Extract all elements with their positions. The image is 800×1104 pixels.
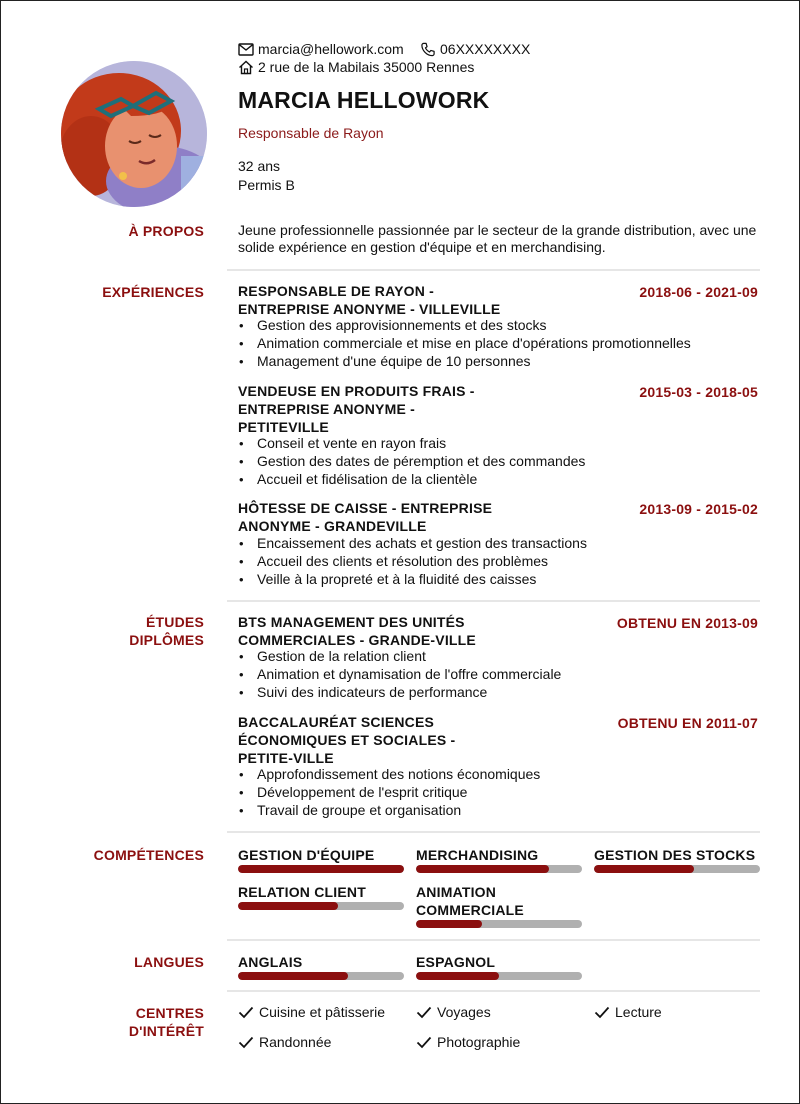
list-item: • Suivi des indicateurs de performance [238,684,561,702]
entry-title-line: VENDEUSE EN PRODUITS FRAIS - [238,383,475,399]
skill-bar [594,865,760,873]
list-item: • Animation et dynamisation de l'offre commerciale [238,666,561,684]
list-item: • Encaissement des achats et gestion des transactions [238,535,587,553]
entry-bullets [238,435,585,488]
entry-title-line: BACCALAURÉAT SCIENCES [238,714,435,730]
interest-item [594,1004,662,1020]
interest-label: Cuisine et pâtisserie [259,1004,386,1020]
education-label-line: DIPLÔMES [129,632,204,648]
license-text: Permis B [238,177,295,193]
entry-title-line: PETITE-VILLE [238,750,334,766]
list-item: • Gestion de la relation client [238,648,561,666]
entry-bullets [238,766,540,819]
entry-title [238,282,500,318]
interest-item [416,1034,520,1050]
skill-bar [238,902,404,910]
envelope-icon [238,43,254,56]
entry-title-line: BTS MANAGEMENT DES UNITÉS [238,614,465,630]
address-line [238,59,474,75]
entry-dates: OBTENU EN 2011-07 [617,715,758,731]
languages-label: LANGUES [134,954,204,970]
divider [227,600,760,602]
language-bar-fill [416,972,499,980]
interest-item [238,1034,331,1050]
list-item: • Accueil et fidélisation de la clientèle [238,471,585,489]
entry-bullets [238,317,691,370]
skill-bar [416,920,582,928]
job-title: Responsable de Rayon [238,125,384,141]
check-icon [238,1036,254,1049]
education-label [129,613,204,649]
list-item: • Gestion des approvisionnements et des stocks [238,317,691,335]
interests-label-line: CENTRES [135,1005,204,1021]
entry-title [238,613,476,649]
entry-title-line: ENTREPRISE ANONYME - VILLEVILLE [238,301,501,317]
list-item: • Accueil des clients et résolution des problèmes [238,553,587,571]
divider [227,269,760,271]
list-item: • Conseil et vente en rayon frais [238,435,585,453]
check-icon [416,1036,432,1049]
education-label-line: ÉTUDES [146,614,204,630]
check-icon [594,1006,610,1019]
skill-label: GESTION DES STOCKS [594,847,756,863]
language-bar [238,972,404,980]
list-item: • Travail de groupe et organisation [238,802,540,820]
list-item: • Veille à la propreté et à la fluidité des caisses [238,571,587,589]
skills-label: COMPÉTENCES [93,847,204,863]
skill-item [594,846,760,873]
interests-label-line: D'INTÉRÊT [128,1023,204,1039]
check-icon [416,1006,432,1019]
email-line [238,41,404,57]
language-bar [416,972,582,980]
avatar [61,61,207,207]
entry-title-line: ÉCONOMIQUES ET SOCIALES - [238,732,456,748]
skill-bar [238,865,404,873]
phone-line [420,41,530,57]
interest-item [416,1004,491,1020]
language-item [238,953,404,980]
entry-title [238,499,492,535]
entry-dates: 2018-06 - 2021-09 [639,284,758,300]
language-bar-fill [238,972,348,980]
phone-text[interactable]: 06XXXXXXXX [440,41,531,57]
person-name: MARCIA HELLOWORK [238,87,490,113]
skill-bar-fill [238,902,338,910]
entry-dates: 2015-03 - 2018-05 [639,384,758,400]
about-label: À PROPOS [128,223,204,239]
skill-bar [416,865,582,873]
interest-label: Voyages [437,1004,491,1020]
skill-bar-fill [594,865,694,873]
entry-title [238,713,455,767]
about-text: Jeune professionnelle passionnée par le secteur de la grande distribution, avec une solide expérience en gestion d'équipe et en merchandising. [238,222,757,255]
interest-label: Photographie [437,1034,521,1050]
entry-title-line: ENTREPRISE ANONYME - [238,401,415,417]
experiences-label: EXPÉRIENCES [102,284,204,300]
skill-label: RELATION CLIENT [238,884,366,900]
skill-item [238,846,404,873]
home-icon [238,60,254,75]
skill-label: GESTION D'ÉQUIPE [238,847,375,863]
entry-dates: 2013-09 - 2015-02 [639,501,758,517]
list-item: • Animation commerciale et mise en place d'opérations promotionnelles [238,335,691,353]
entry-bullets [238,648,561,701]
skill-item [238,883,404,910]
divider [227,939,760,941]
skill-label: MERCHANDISING [416,847,539,863]
entry-title-line: COMMERCIALES - GRANDE-VILLE [238,632,476,648]
interest-label: Randonnée [259,1034,332,1050]
entry-title-line: PETITEVILLE [238,419,329,435]
interest-item [238,1004,385,1020]
entry-dates: OBTENU EN 2013-09 [616,615,758,631]
skill-bar-fill [416,865,549,873]
skill-label: ANIMATION COMMERCIALE [416,884,524,918]
list-item: • Gestion des dates de péremption et des commandes [238,453,585,471]
interest-label: Lecture [615,1004,662,1020]
divider [227,831,760,833]
list-item: • Développement de l'esprit critique [238,784,540,802]
language-label: ANGLAIS [238,954,303,970]
skill-bar-fill [238,865,404,873]
entry-title-line: HÔTESSE DE CAISSE - ENTREPRISE [238,500,493,516]
age-text: 32 ans [238,158,281,174]
language-label: ESPAGNOL [416,954,496,970]
entry-title [238,382,475,436]
list-item: • Approfondissement des notions économiques [238,766,540,784]
phone-icon [420,42,436,57]
divider [227,990,760,992]
language-item [416,953,582,980]
entry-title-line: RESPONSABLE DE RAYON - [238,283,435,299]
entry-title-line: ANONYME - GRANDEVILLE [238,518,427,534]
skill-item [416,883,582,928]
avatar-illustration [61,61,207,207]
entry-bullets [238,535,587,588]
list-item: • Management d'une équipe de 10 personnes [238,353,691,371]
skill-bar-fill [416,920,482,928]
skill-item [416,846,582,873]
check-icon [238,1006,254,1019]
email-text[interactable]: marcia@hellowork.com [258,41,404,57]
address-text: 2 rue de la Mabilais 35000 Rennes [258,59,475,75]
interests-label [129,1004,204,1040]
